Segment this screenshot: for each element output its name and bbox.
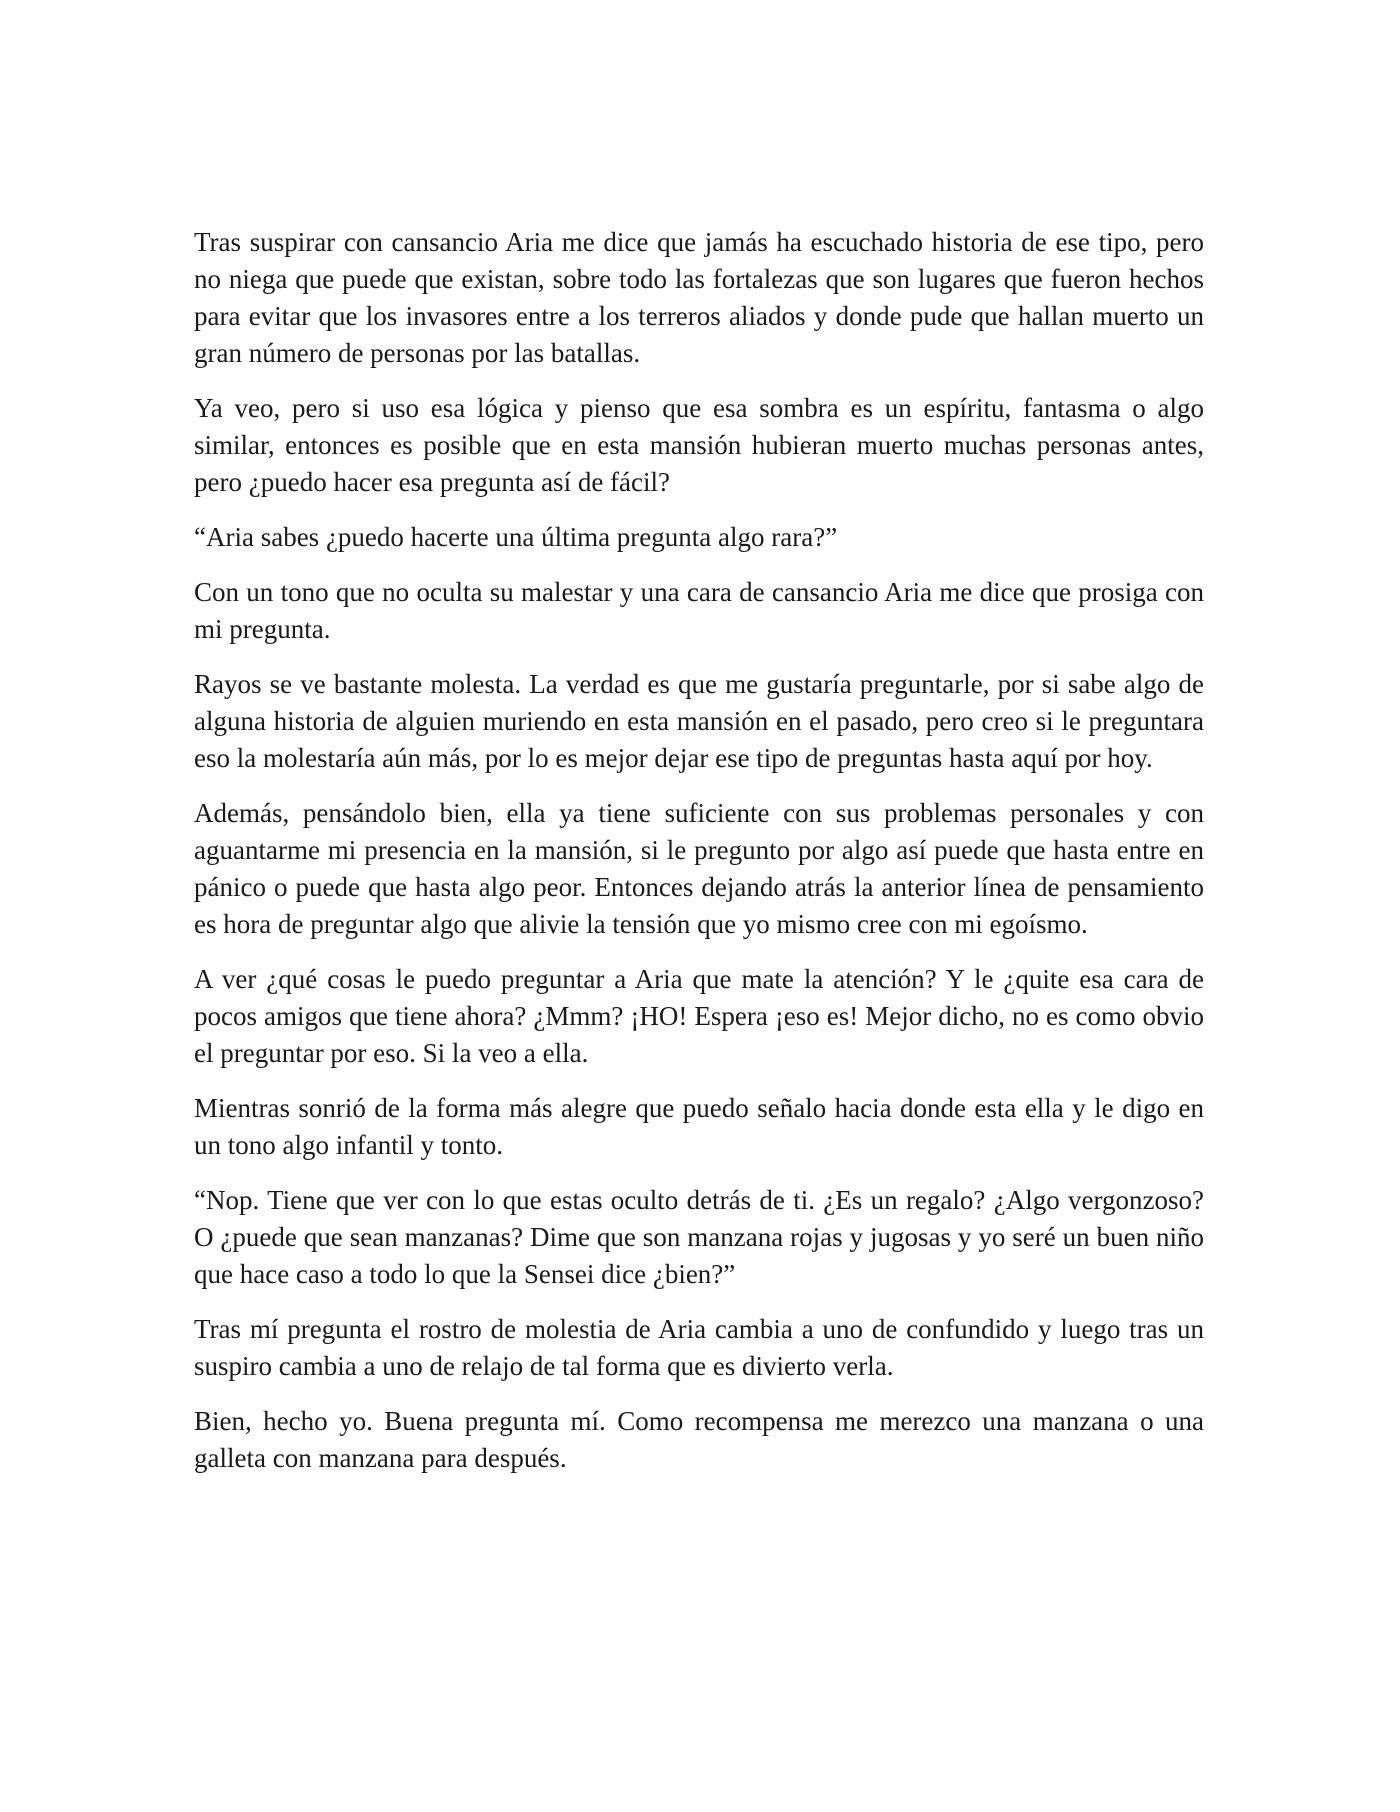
paragraph: Con un tono que no oculta su malestar y una cara de cansancio Aria me dice que prosiga con mi pregunta. — [194, 577, 1204, 644]
paragraph: Tras suspirar con cansancio Aria me dice que jamás ha escuchado historia de ese tipo, pero no niega que puede que existan, sobre todo las fortalezas que son lugares que fueron hechos para evitar que los invasores entre a los terreros aliados y donde pude que hallan muerto un gran número de personas por las batallas. — [194, 227, 1204, 368]
paragraph: Además, pensándolo bien, ella ya tiene suficiente con sus problemas personales y con aguantarme mi presencia en la mansión, si le pregunto por algo así puede que hasta entre en pánico o puede que hasta algo peor. Entonces dejando atrás la anterior línea de pensamiento es hora de preguntar algo que alivie la tensión que yo mismo cree con mi egoísmo. — [194, 798, 1204, 939]
paragraph: Mientras sonrió de la forma más alegre que puedo señalo hacia donde esta ella y le digo en un tono algo infantil y tonto. — [194, 1093, 1204, 1160]
paragraph: Rayos se ve bastante molesta. La verdad es que me gustaría preguntarle, por si sabe algo de alguna historia de alguien muriendo en esta mansión en el pasado, pero creo si le preguntara eso la molestaría aún más, por lo es mejor dejar ese tipo de preguntas hasta aquí por hoy. — [194, 669, 1204, 773]
paragraph: Tras mí pregunta el rostro de molestia de Aria cambia a uno de confundido y luego tras un suspiro cambia a uno de relajo de tal forma que es divierto verla. — [194, 1314, 1204, 1381]
paragraph: A ver ¿qué cosas le puedo preguntar a Aria que mate la atención? Y le ¿quite esa cara de pocos amigos que tiene ahora? ¿Mmm? ¡HO! Espera ¡eso es! Mejor dicho, no es como obvio el preguntar por eso. Si la veo a ella. — [194, 964, 1204, 1068]
paragraph: “Nop. Tiene que ver con lo que estas oculto detrás de ti. ¿Es un regalo? ¿Algo vergonzoso? O ¿puede que sean manzanas? Dime que son manzana rojas y jugosas y yo seré un buen niño que hace caso a todo lo que la Sensei dice ¿bien?” — [194, 1185, 1204, 1289]
body-text — [194, 224, 1204, 1495]
paragraph: Ya veo, pero si uso esa lógica y pienso que esa sombra es un espíritu, fantasma o algo similar, entonces es posible que en esta mansión hubieran muerto muchas personas antes, pero ¿puedo hacer esa pregunta así de fácil? — [194, 393, 1204, 497]
paragraph: “Aria sabes ¿puedo hacerte una última pregunta algo rara?” — [194, 522, 838, 552]
paragraph: Bien, hecho yo. Buena pregunta mí. Como recompensa me merezco una manzana o una galleta con manzana para después. — [194, 1406, 1204, 1473]
